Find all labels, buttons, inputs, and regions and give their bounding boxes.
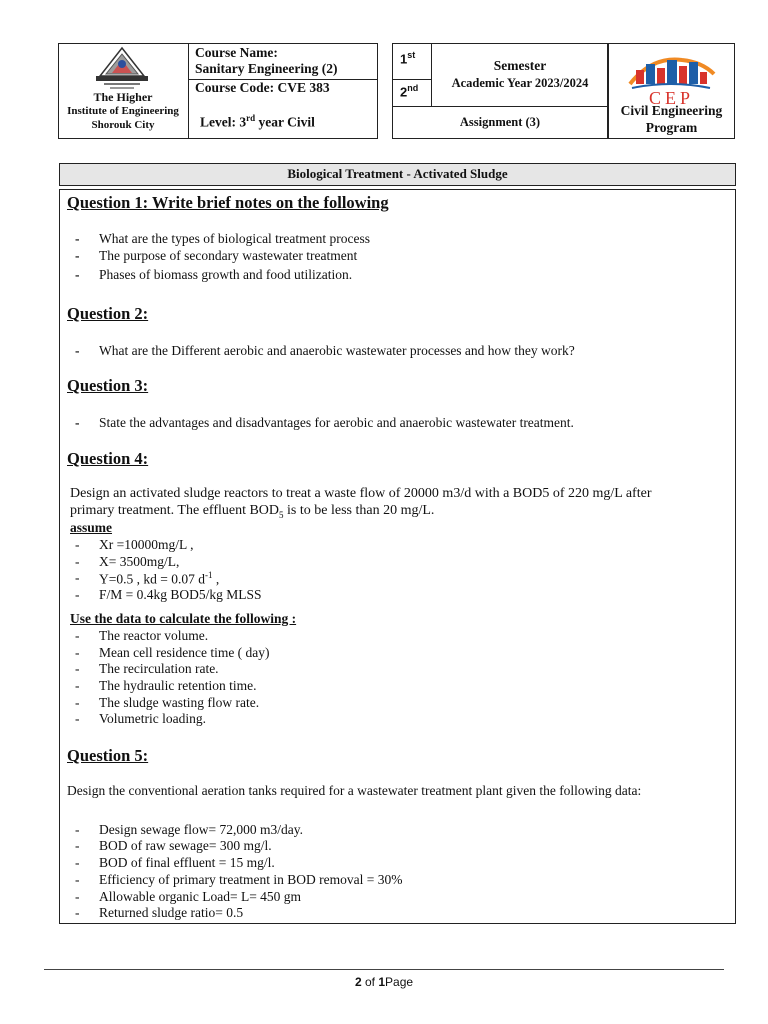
- page-current: 2: [354, 975, 362, 989]
- page-of: of: [361, 975, 379, 989]
- assume-label: assume: [70, 520, 113, 535]
- list-item-text: Efficiency of primary treatment in BOD removal = 30%: [99, 872, 403, 887]
- level-sup: rd: [246, 113, 256, 123]
- bullet-dash: -: [75, 645, 80, 660]
- question-4-title: Question 4:: [67, 449, 149, 468]
- institute-line: Institute of Engineering: [67, 105, 179, 117]
- program-line: Civil Engineering: [620, 103, 723, 118]
- course-name-label: Course Name:: [195, 45, 278, 60]
- list-item-text: Phases of biomass growth and food utilization.: [99, 267, 353, 282]
- semester-2nd: [400, 83, 418, 99]
- bullet-dash: -: [75, 570, 80, 585]
- divider: [392, 79, 432, 80]
- calc-label: Use the data to calculate the following :: [70, 611, 297, 626]
- list-item-text: State the advantages and disadvantages for aerobic and anaerobic wastewater treatment.: [99, 415, 574, 430]
- institute-line: Shorouk City: [91, 119, 155, 131]
- page-number: [44, 975, 724, 989]
- q4-intro-line2: [70, 503, 434, 520]
- assignment-label: Assignment (3): [459, 115, 541, 129]
- semester-1st: [400, 50, 415, 66]
- list-item-text: Design sewage flow= 72,000 m3/day.: [99, 822, 303, 837]
- page-word: Page: [385, 975, 414, 989]
- bullet-dash: -: [75, 628, 80, 643]
- bullet-dash: -: [75, 231, 80, 246]
- divider: [188, 43, 189, 139]
- list-item-text: What are the types of biological treatment process: [99, 231, 371, 246]
- bullet-dash: -: [75, 711, 80, 726]
- sem2-sup: nd: [407, 83, 419, 93]
- course-name-block: [195, 45, 338, 77]
- list-item-text: The sludge wasting flow rate.: [99, 695, 260, 710]
- course-code: Course Code: CVE 383: [195, 80, 330, 95]
- list-item-text: The reactor volume.: [99, 628, 209, 643]
- section-title: Biological Treatment - Activated Sludge: [287, 166, 508, 181]
- bullet-dash: -: [75, 343, 80, 358]
- program-name: [608, 102, 735, 136]
- q4-intro-line2-b: is to be less than 20 mg/L.: [283, 503, 435, 518]
- bullet-dash: -: [75, 267, 80, 282]
- bullet-dash: -: [75, 661, 80, 676]
- sem2: 2: [400, 84, 408, 100]
- list-item-text: What are the Different aerobic and anaerobic wastewater processes and how they work?: [99, 343, 575, 358]
- institute-name: [60, 90, 186, 132]
- cep-logo-text: CEP: [648, 88, 694, 108]
- list-item-text: The recirculation rate.: [99, 661, 219, 676]
- list-item-text: Xr =10000mg/L ,: [99, 537, 194, 552]
- course-name: Sanitary Engineering (2): [195, 61, 338, 76]
- academic-year: Academic Year 2023/2024: [451, 76, 589, 90]
- list-item-text: Volumetric loading.: [99, 711, 206, 726]
- list-item-text: [99, 570, 219, 588]
- kd-sup: -1: [204, 570, 213, 580]
- program-line: Program: [645, 120, 698, 135]
- list-item-text: BOD of final effluent = 15 mg/l.: [99, 855, 275, 870]
- institute-line: The Higher: [93, 90, 153, 104]
- bullet-dash: -: [75, 415, 80, 430]
- page-total: 1: [378, 975, 386, 989]
- divider: [392, 106, 608, 107]
- list-item-text: Allowable organic Load= L= 450 gm: [99, 889, 302, 904]
- bullet-dash: -: [75, 537, 80, 552]
- list-item-text: The hydraulic retention time.: [99, 678, 257, 693]
- list-item-text: The purpose of secondary wastewater treatment: [99, 248, 358, 263]
- footer-rule: [44, 969, 724, 970]
- list-item-text: Returned sludge ratio= 0.5: [99, 905, 244, 920]
- bullet-dash: -: [75, 587, 80, 602]
- bullet-dash: -: [75, 855, 80, 870]
- bullet-dash: -: [75, 695, 80, 710]
- bullet-dash: -: [75, 822, 80, 837]
- institute-logo: [92, 46, 152, 92]
- bullet-dash: -: [75, 678, 80, 693]
- kd-tail: ,: [212, 571, 220, 587]
- question-2-title: Question 2:: [67, 304, 149, 323]
- question-1-title: Question 1: Write brief notes on the following: [67, 193, 389, 212]
- q5-intro: Design the conventional aeration tanks required for a wastewater treatment plant given the following data:: [67, 783, 642, 798]
- kd-text: Y=0.5 , kd = 0.07 d: [99, 571, 205, 587]
- bullet-dash: -: [75, 248, 80, 263]
- bullet-dash: -: [75, 889, 80, 904]
- sem1-sup: st: [407, 50, 416, 60]
- q4-intro-line2-sub: 5: [279, 509, 284, 520]
- list-item-text: F/M = 0.4kg BOD5/kg MLSS: [99, 587, 262, 602]
- bullet-dash: -: [75, 872, 80, 887]
- bullet-dash: -: [75, 905, 80, 920]
- semester-label: Semester: [493, 58, 547, 73]
- level-suffix: year Civil: [255, 114, 315, 130]
- q4-intro-line2-a: primary treatment. The effluent BOD: [70, 503, 280, 518]
- sem1: 1: [400, 51, 408, 67]
- bullet-dash: -: [75, 838, 80, 853]
- list-item-text: Mean cell residence time ( day): [99, 645, 270, 660]
- list-item-text: BOD of raw sewage= 300 mg/l.: [99, 838, 272, 853]
- list-item-text: X= 3500mg/L,: [99, 554, 180, 569]
- question-5-title: Question 5:: [67, 746, 149, 765]
- divider: [431, 43, 432, 106]
- bullet-dash: -: [75, 554, 80, 569]
- question-3-title: Question 3:: [67, 376, 149, 395]
- level-prefix: Level: 3: [200, 114, 247, 130]
- level: [200, 113, 315, 131]
- q4-intro-line1: Design an activated sludge reactors to treat a waste flow of 20000 m3/d with a BOD5 of 220 mg/L after: [70, 486, 652, 501]
